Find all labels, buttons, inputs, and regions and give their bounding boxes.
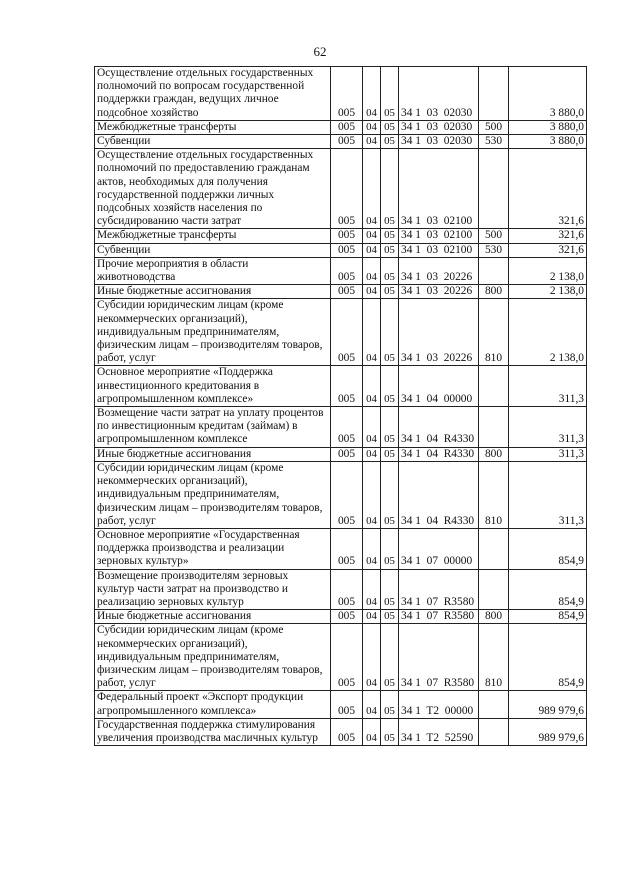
expense-type-code: 500 xyxy=(479,120,509,134)
table-row xyxy=(95,461,587,528)
row-name: Иные бюджетные ассигнования xyxy=(95,447,331,461)
section-code: 04 xyxy=(363,135,381,149)
row-name: Субсидии юридическим лицам (кроме некоммерческих организаций), индивидуальным предпринимателям, физическим лицам – производителям товаров, работ, услуг xyxy=(95,461,331,528)
amount: 854,9 xyxy=(509,569,587,610)
subsection-code: 05 xyxy=(381,528,399,569)
expense-type-code xyxy=(479,67,509,121)
section-code: 04 xyxy=(363,67,381,121)
table-row xyxy=(95,718,587,745)
grbs-code: 005 xyxy=(331,447,363,461)
page-number: 62 xyxy=(313,44,327,59)
table-row xyxy=(95,243,587,257)
amount: 311,3 xyxy=(509,407,587,448)
amount: 321,6 xyxy=(509,229,587,243)
row-name: Основное мероприятие «Государственная поддержка производства и реализации зерновых культур» xyxy=(95,528,331,569)
subsection-code: 05 xyxy=(381,624,399,691)
expense-type-code: 800 xyxy=(479,285,509,299)
grbs-code: 005 xyxy=(331,528,363,569)
amount: 2 138,0 xyxy=(509,285,587,299)
amount: 3 880,0 xyxy=(509,120,587,134)
amount: 854,9 xyxy=(509,528,587,569)
section-code: 04 xyxy=(363,407,381,448)
grbs-code: 005 xyxy=(331,299,363,366)
row-name: Межбюджетные трансферты xyxy=(95,229,331,243)
grbs-code: 005 xyxy=(331,569,363,610)
grbs-code: 005 xyxy=(331,610,363,624)
section-code: 04 xyxy=(363,229,381,243)
target-article-code: 34 1 07 R3580 xyxy=(399,569,479,610)
target-article-code: 34 1 03 02030 xyxy=(399,135,479,149)
row-name: Возмещение производителям зерновых культур части затрат на производство и реализацию зерновых культур xyxy=(95,569,331,610)
section-code: 04 xyxy=(363,569,381,610)
grbs-code: 005 xyxy=(331,407,363,448)
section-code: 04 xyxy=(363,447,381,461)
subsection-code: 05 xyxy=(381,285,399,299)
row-name: Прочие мероприятия в области животноводства xyxy=(95,257,331,284)
budget-table xyxy=(94,66,587,746)
grbs-code: 005 xyxy=(331,135,363,149)
target-article-code: 34 1 T2 52590 xyxy=(399,718,479,745)
grbs-code: 005 xyxy=(331,257,363,284)
section-code: 04 xyxy=(363,461,381,528)
expense-type-code xyxy=(479,407,509,448)
table-row xyxy=(95,447,587,461)
section-code: 04 xyxy=(363,149,381,229)
table-row xyxy=(95,569,587,610)
subsection-code: 05 xyxy=(381,149,399,229)
expense-type-code xyxy=(479,366,509,407)
table-row xyxy=(95,528,587,569)
target-article-code: 34 1 04 R4330 xyxy=(399,461,479,528)
expense-type-code: 810 xyxy=(479,624,509,691)
target-article-code: 34 1 04 R4330 xyxy=(399,447,479,461)
amount: 321,6 xyxy=(509,149,587,229)
amount: 989 979,6 xyxy=(509,691,587,718)
section-code: 04 xyxy=(363,718,381,745)
table-row xyxy=(95,691,587,718)
expense-type-code: 800 xyxy=(479,447,509,461)
amount: 2 138,0 xyxy=(509,257,587,284)
target-article-code: 34 1 04 00000 xyxy=(399,366,479,407)
subsection-code: 05 xyxy=(381,718,399,745)
target-article-code: 34 1 03 02100 xyxy=(399,149,479,229)
amount: 854,9 xyxy=(509,624,587,691)
grbs-code: 005 xyxy=(331,285,363,299)
subsection-code: 05 xyxy=(381,257,399,284)
table-row xyxy=(95,624,587,691)
target-article-code: 34 1 07 R3580 xyxy=(399,610,479,624)
target-article-code: 34 1 03 20226 xyxy=(399,257,479,284)
section-code: 04 xyxy=(363,243,381,257)
table-row xyxy=(95,407,587,448)
subsection-code: 05 xyxy=(381,243,399,257)
subsection-code: 05 xyxy=(381,610,399,624)
expense-type-code: 810 xyxy=(479,461,509,528)
amount: 321,6 xyxy=(509,243,587,257)
target-article-code: 34 1 03 20226 xyxy=(399,285,479,299)
target-article-code: 34 1 07 00000 xyxy=(399,528,479,569)
table-row xyxy=(95,67,587,121)
grbs-code: 005 xyxy=(331,691,363,718)
subsection-code: 05 xyxy=(381,229,399,243)
section-code: 04 xyxy=(363,610,381,624)
amount: 311,3 xyxy=(509,461,587,528)
amount: 3 880,0 xyxy=(509,67,587,121)
amount: 3 880,0 xyxy=(509,135,587,149)
expense-type-code: 530 xyxy=(479,243,509,257)
row-name: Возмещение части затрат на уплату процентов по инвестиционным кредитам (займам) в агропромышленном комплексе xyxy=(95,407,331,448)
target-article-code: 34 1 04 R4330 xyxy=(399,407,479,448)
table-row xyxy=(95,299,587,366)
table-row xyxy=(95,366,587,407)
row-name: Субвенции xyxy=(95,135,331,149)
subsection-code: 05 xyxy=(381,135,399,149)
expense-type-code: 530 xyxy=(479,135,509,149)
amount: 989 979,6 xyxy=(509,718,587,745)
row-name: Иные бюджетные ассигнования xyxy=(95,610,331,624)
target-article-code: 34 1 T2 00000 xyxy=(399,691,479,718)
subsection-code: 05 xyxy=(381,299,399,366)
table-row xyxy=(95,120,587,134)
subsection-code: 05 xyxy=(381,67,399,121)
expense-type-code xyxy=(479,257,509,284)
expense-type-code xyxy=(479,718,509,745)
row-name: Иные бюджетные ассигнования xyxy=(95,285,331,299)
target-article-code: 34 1 03 02100 xyxy=(399,229,479,243)
section-code: 04 xyxy=(363,624,381,691)
target-article-code: 34 1 03 02100 xyxy=(399,243,479,257)
grbs-code: 005 xyxy=(331,624,363,691)
grbs-code: 005 xyxy=(331,366,363,407)
target-article-code: 34 1 03 20226 xyxy=(399,299,479,366)
budget-table-body xyxy=(95,67,587,746)
amount: 311,3 xyxy=(509,447,587,461)
expense-type-code: 810 xyxy=(479,299,509,366)
subsection-code: 05 xyxy=(381,461,399,528)
expense-type-code xyxy=(479,569,509,610)
row-name: Субсидии юридическим лицам (кроме некоммерческих организаций), индивидуальным предпринимателям, физическим лицам – производителям товаров, работ, услуг xyxy=(95,299,331,366)
section-code: 04 xyxy=(363,299,381,366)
table-row xyxy=(95,257,587,284)
table-row xyxy=(95,610,587,624)
subsection-code: 05 xyxy=(381,120,399,134)
expense-type-code xyxy=(479,149,509,229)
row-name: Субсидии юридическим лицам (кроме некоммерческих организаций), индивидуальным предпринимателям, физическим лицам – производителям товаров, работ, услуг xyxy=(95,624,331,691)
section-code: 04 xyxy=(363,120,381,134)
table-row xyxy=(95,229,587,243)
row-name: Государственная поддержка стимулирования увеличения производства масличных культур xyxy=(95,718,331,745)
subsection-code: 05 xyxy=(381,691,399,718)
table-row xyxy=(95,149,587,229)
row-name: Федеральный проект «Экспорт продукции агропромышленного комплекса» xyxy=(95,691,331,718)
target-article-code: 34 1 03 02030 xyxy=(399,67,479,121)
expense-type-code xyxy=(479,528,509,569)
row-name: Субвенции xyxy=(95,243,331,257)
subsection-code: 05 xyxy=(381,407,399,448)
row-name: Осуществление отдельных государственных полномочий по предоставлению гражданам актов, необходимых для получения государственной поддержки личных подсобных хозяйств населения по субсидированию части затрат xyxy=(95,149,331,229)
section-code: 04 xyxy=(363,691,381,718)
expense-type-code: 500 xyxy=(479,229,509,243)
section-code: 04 xyxy=(363,285,381,299)
grbs-code: 005 xyxy=(331,149,363,229)
grbs-code: 005 xyxy=(331,120,363,134)
row-name: Осуществление отдельных государственных полномочий по вопросам государственной поддержки граждан, ведущих личное подсобное хозяйство xyxy=(95,67,331,121)
table-row xyxy=(95,135,587,149)
section-code: 04 xyxy=(363,528,381,569)
expense-type-code xyxy=(479,691,509,718)
grbs-code: 005 xyxy=(331,718,363,745)
subsection-code: 05 xyxy=(381,447,399,461)
section-code: 04 xyxy=(363,366,381,407)
grbs-code: 005 xyxy=(331,243,363,257)
expense-type-code: 800 xyxy=(479,610,509,624)
grbs-code: 005 xyxy=(331,67,363,121)
row-name: Межбюджетные трансферты xyxy=(95,120,331,134)
amount: 311,3 xyxy=(509,366,587,407)
row-name: Основное мероприятие «Поддержка инвестиционного кредитования в агропромышленном комплексе» xyxy=(95,366,331,407)
target-article-code: 34 1 03 02030 xyxy=(399,120,479,134)
table-row xyxy=(95,285,587,299)
target-article-code: 34 1 07 R3580 xyxy=(399,624,479,691)
amount: 854,9 xyxy=(509,610,587,624)
grbs-code: 005 xyxy=(331,229,363,243)
subsection-code: 05 xyxy=(381,569,399,610)
grbs-code: 005 xyxy=(331,461,363,528)
subsection-code: 05 xyxy=(381,366,399,407)
amount: 2 138,0 xyxy=(509,299,587,366)
section-code: 04 xyxy=(363,257,381,284)
